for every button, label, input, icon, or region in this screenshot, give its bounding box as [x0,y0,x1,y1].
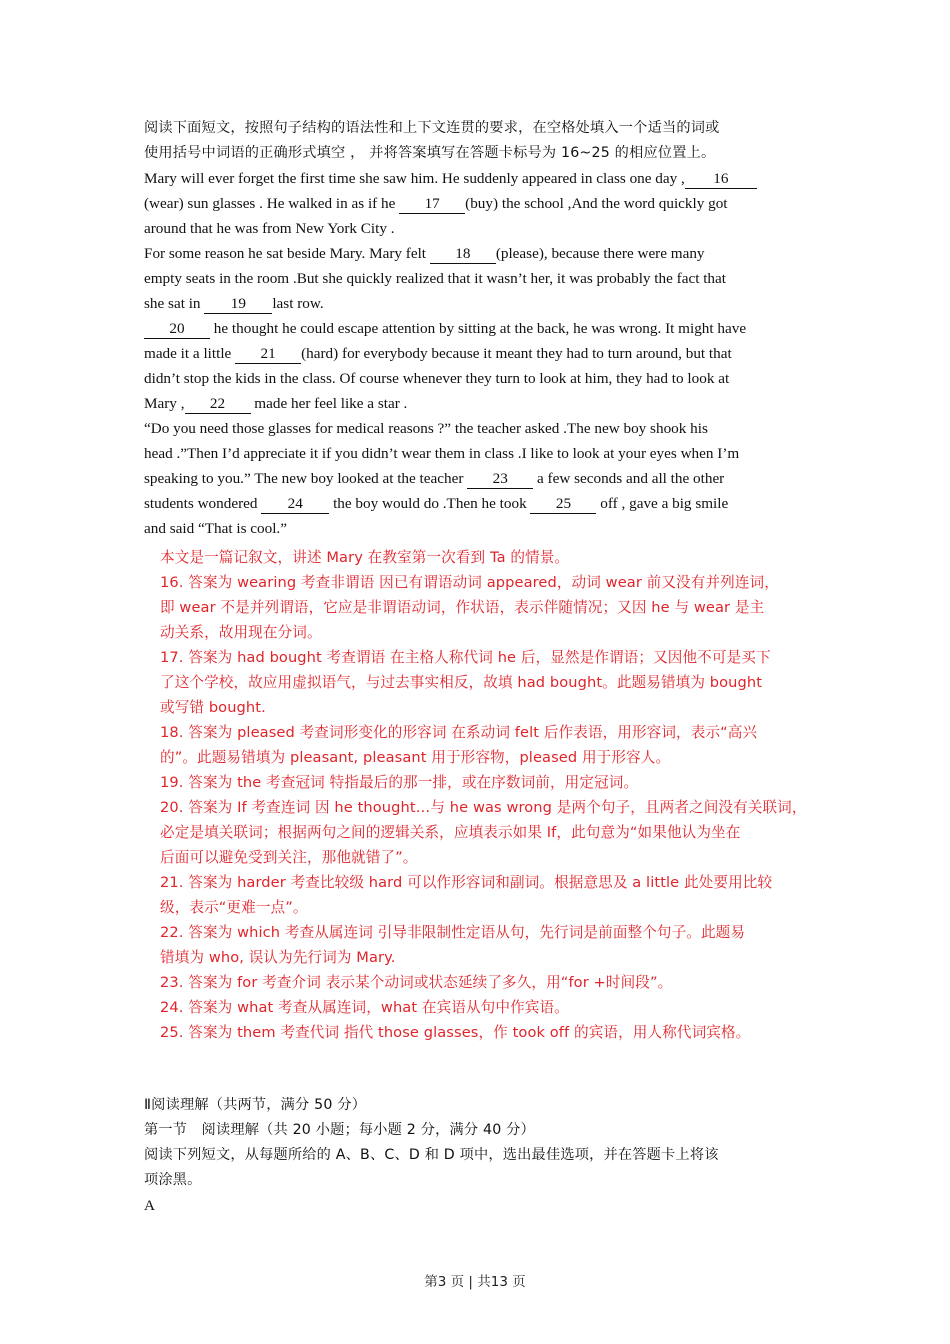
passage-text: the boy would do .Then he took [329,495,531,512]
blank-19[interactable]: 19 [204,295,272,314]
passage-line-13 [144,466,824,491]
answer-line: 级，表示“更难一点”。 [160,899,308,916]
passage-line-14 [144,491,824,516]
answer-line: 或写错 bought. [160,699,266,716]
passage-text: made her feel like a star . [250,395,408,412]
passage-line-1 [144,166,824,191]
answer-key [144,545,824,1045]
blank-22[interactable]: 22 [185,395,251,414]
passage-line-15: and said “That is cool.” [144,520,287,537]
passage-label-a: A [144,1197,155,1214]
blank-16[interactable]: 16 [685,170,757,189]
section-instruction-2: 项涂黑。 [144,1172,202,1188]
passage-text: (please), because there were many [495,245,705,262]
blank-21[interactable]: 21 [235,345,301,364]
answer-summary: 本文是一篇记叙文，讲述 Mary 在教室第一次看到 Ta 的情景。 [160,549,570,566]
passage-text: (hard) for everybody because it meant they had to turn around, but that [301,345,732,362]
page-footer: 第3 页 | 共13 页 [424,1274,526,1290]
instruction-line-2: 使用括号中词语的正确形式填空 ， 并将答案填写在答题卡标号为 16~25 的相应位置上。 [144,145,716,161]
answer-line: 23. 答案为 for 考查介词 表示某个动词或状态延续了多久，用“for +时间段”。 [160,974,673,991]
blank-20[interactable]: 20 [144,320,210,339]
answer-line: 20. 答案为 If 考查连词 因 he thought…与 he was wrong 是两个句子，且两者之间没有关联词， [160,799,807,816]
document-body [144,116,824,1218]
answer-line: 必定是填关联词；根据两句之间的逻辑关系，应填表示如果 If，此句意为“如果他认为坐在 [160,824,741,841]
subsection-heading: 第一节 阅读理解（共 20 小题；每小题 2 分，满分 40 分） [144,1122,535,1138]
answer-line: 的”。此题易错填为 pleasant, pleasant 用于形容物，pleased 用于形容人。 [160,749,671,766]
answer-line: 18. 答案为 pleased 考查词形变化的形容词 在系动词 felt 后作表语，用形容词，表示“高兴 [160,724,758,741]
answer-line: 即 wear 不是并列谓语，它应是非谓语动词，作状语，表示伴随情况；又因 he 与 wear 是主 [160,599,765,616]
passage-line-11: “Do you need those glasses for medical reasons ?” the teacher asked .The new boy shook his [144,420,708,437]
passage-line-12: head .”Then I’d appreciate it if you didn’t wear them in class .I like to look at your eyes when I’m [144,445,740,462]
answer-line: 19. 答案为 the 考查冠词 特指最后的那一排，或在序数词前，用定冠词。 [160,774,639,791]
answer-line: 了这个学校，故应用虚拟语气，与过去事实相反，故填 had bought。此题易错填为 bought [160,674,763,691]
passage-line-2 [144,191,824,216]
passage-text: made it a little [144,345,236,362]
passage-text: she sat in [144,295,205,312]
passage-text: Mary will ever forget the first time she saw him. He suddenly appeared in class one day , [144,170,685,187]
passage-text: Mary , [144,395,185,412]
blank-18[interactable]: 18 [430,245,496,264]
answer-line: 16. 答案为 wearing 考查非谓语 因已有谓语动词 appeared，动词 wear 前又没有并列连词， [160,574,779,591]
blank-17[interactable]: 17 [399,195,465,214]
answer-line: 动关系，故用现在分词。 [160,624,322,641]
answer-line: 17. 答案为 had bought 考查谓语 在主格人称代词 he 后，显然是作谓语；又因他不可是买下 [160,649,771,666]
passage-text: students wondered [144,495,262,512]
answer-line: 21. 答案为 harder 考查比较级 hard 可以作形容词和副词。根据意思及 a little 此处要用比较 [160,874,773,891]
passage-text: (buy) the school ,And the word quickly got [465,195,728,212]
answer-line: 后面可以避免受到关注，那他就错了”。 [160,849,418,866]
passage-text: last row. [272,295,324,312]
passage-line-7 [144,316,824,341]
answer-line: 25. 答案为 them 考查代词 指代 those glasses，作 took off 的宾语，用人称代词宾格。 [160,1024,751,1041]
passage-line-6 [144,291,824,316]
passage-text: For some reason he sat beside Mary. Mary felt [144,245,430,262]
section-gap [144,1045,824,1093]
passage-text: he thought he could escape attention by sitting at the back, he was wrong. It might have [210,320,747,337]
passage-line-4 [144,241,824,266]
instruction-line-1: 阅读下面短文，按照句子结构的语法性和上下文连贯的要求，在空格处填入一个适当的词或 [144,120,720,136]
passage-text: speaking to you.” The new boy looked at the teacher [144,470,468,487]
passage-text: off , gave a big smile [596,495,729,512]
passage-line-10 [144,391,824,416]
blank-25[interactable]: 25 [530,495,596,514]
answer-line: 22. 答案为 which 考查从属连词 引导非限制性定语从句，先行词是前面整个句子。此题易 [160,924,746,941]
answer-line: 24. 答案为 what 考查从属连词，what 在宾语从句中作宾语。 [160,999,569,1016]
passage-line-8 [144,341,824,366]
passage-text: a few seconds and all the other [533,470,725,487]
section-heading: Ⅱ阅读理解（共两节，满分 50 分） [144,1097,367,1113]
passage-line-3: around that he was from New York City . [144,220,395,237]
blank-23[interactable]: 23 [467,470,533,489]
passage-line-5: empty seats in the room .But she quickly realized that it wasn’t her, it was probably the fact that [144,270,726,287]
passage-text: (wear) sun glasses . He walked in as if he [144,195,400,212]
blank-24[interactable]: 24 [261,495,329,514]
passage-line-9: didn’t stop the kids in the class. Of course whenever they turn to look at him, they had to look at [144,370,730,387]
answer-line: 错填为 who, 误认为先行词为 Mary. [160,949,396,966]
section-instruction-1: 阅读下列短文，从每题所给的 A、B、C、D 和 D 项中，选出最佳选项，并在答题卡上将该 [144,1147,719,1163]
